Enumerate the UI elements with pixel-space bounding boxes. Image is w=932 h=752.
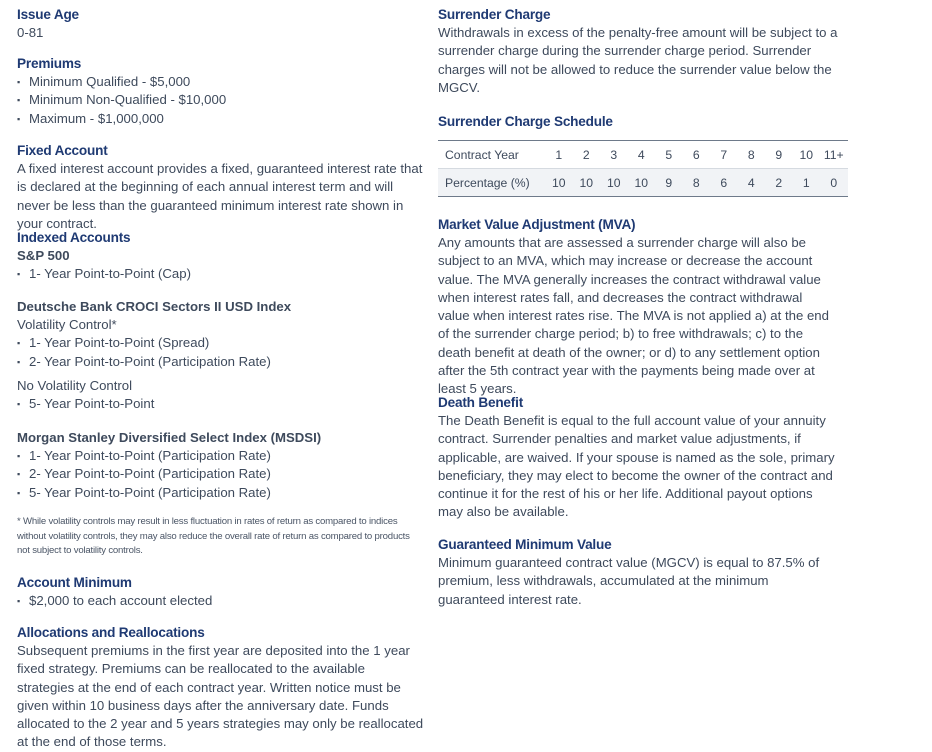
percentage-label: Percentage (%) (438, 169, 545, 197)
table-cell: 10 (628, 169, 656, 197)
death-benefit-section (438, 394, 838, 522)
no-vol-control-label: No Volatility Control (17, 377, 133, 393)
list-item: ▪ $2,000 to each account elected (17, 592, 425, 610)
premiums-heading: Premiums (17, 56, 82, 71)
surrender-schedule-table (438, 140, 848, 197)
schedule-heading: Surrender Charge Schedule (438, 114, 613, 129)
fixed-account-section (17, 142, 425, 233)
gmv-heading: Guaranteed Minimum Value (438, 537, 612, 552)
list-item: ▪ 1- Year Point-to-Point (Participation Rate) (17, 447, 425, 465)
account-minimum-list (17, 592, 425, 610)
list-item: ▪ 1- Year Point-to-Point (Spread) (17, 334, 425, 352)
vol-control-label: Volatility Control* (17, 317, 117, 332)
mva-text: Any amounts that are assessed a surrender charge will also be subject to an MVA, which may increase or decrease the account value. The MVA generally increases the contract withdrawal value when interest rates fall, and decreases the contract withdrawal value when interest rates rise. The MVA is not applied a) at the end of the surrender charge period; b) to free withdrawals; c) to the death benefit at death of the owner; or d) to any settlement option after the 5th contract year with the payments being made over at least 5 years. (438, 235, 829, 397)
schedule-section (438, 113, 848, 197)
contract-year-label: Contract Year (438, 141, 545, 169)
list-item: ▪ 1- Year Point-to-Point (Cap) (17, 265, 425, 283)
sp500-heading: S&P 500 (17, 248, 70, 263)
list-item: ▪ Minimum Qualified - $5,000 (17, 73, 425, 91)
table-cell: 9 (765, 141, 793, 169)
table-cell: 2 (573, 141, 601, 169)
list-item: ▪ Minimum Non-Qualified - $10,000 (17, 91, 425, 109)
death-benefit-text: The Death Benefit is equal to the full account value of your annuity contract. Surrender penalties and market value adjustments, if applicable, are waived. If your spouse is named as the sole, primary beneficiary, they may elect to become the owner of the contract and continue it for the rest of his or her life. Additional payout options may also be available. (438, 413, 835, 520)
issue-age-value: 0-81 (17, 25, 44, 40)
table-cell: 9 (655, 169, 683, 197)
allocations-section (17, 624, 425, 752)
msdsi-section (17, 429, 425, 502)
mva-section (438, 216, 833, 399)
indexed-accounts-heading: Indexed Accounts (17, 230, 131, 245)
premiums-section (17, 55, 425, 128)
list-item: ▪ 5- Year Point-to-Point (Participation Rate) (17, 484, 425, 502)
premiums-list (17, 73, 425, 128)
surrender-charge-heading: Surrender Charge (438, 7, 551, 22)
footnote-text: * While volatility controls may result in less fluctuation in rates of return as compared to indices without volatility controls, they may also reduce the overall rate of return as compared to products not subject to volatility controls. (17, 516, 410, 556)
table-cell: 6 (710, 169, 738, 197)
table-cell: 7 (710, 141, 738, 169)
table-cell: 0 (820, 169, 848, 197)
allocations-text: Subsequent premiums in the first year are deposited into the 1 year fixed strategy. Premiums can be reallocated to the available strategies at the end of each contract year. Written notice must be given within 10 business days after the anniversary date. Funds allocated to the 2 year and 5 years strategies may only be reallocated at the end of those terms. (17, 643, 424, 750)
table-cell: 8 (683, 169, 711, 197)
msdsi-list (17, 447, 425, 502)
croci-vol-list (17, 334, 425, 371)
account-minimum-heading: Account Minimum (17, 575, 132, 590)
fixed-account-text: A fixed interest account provides a fixed, guaranteed interest rate that is declared at the beginning of each annual interest term and will never be less than the guaranteed minimum interest rate shown in your contract. (17, 161, 423, 231)
table-cell: 10 (545, 169, 573, 197)
table-cell: 2 (765, 169, 793, 197)
indexed-accounts-section (17, 229, 425, 283)
table-cell: 3 (600, 141, 628, 169)
croci-no-vol-list (17, 395, 425, 413)
table-cell: 1 (793, 169, 821, 197)
death-benefit-heading: Death Benefit (438, 395, 524, 410)
msdsi-heading: Morgan Stanley Diversified Select Index (MSDSI) (17, 430, 322, 445)
gmv-section (438, 536, 838, 609)
footnote (17, 515, 422, 559)
list-item: ▪ Maximum - $1,000,000 (17, 110, 425, 128)
list-item: ▪ 2- Year Point-to-Point (Participation Rate) (17, 465, 425, 483)
table-cell: 1 (545, 141, 573, 169)
fixed-account-heading: Fixed Account (17, 143, 108, 158)
allocations-heading: Allocations and Reallocations (17, 625, 205, 640)
surrender-charge-text: Withdrawals in excess of the penalty-free amount will be subject to a surrender charge during the surrender charge period. Surrender charges will not be allowed to reduce the surrender value below the MGCV. (438, 25, 838, 95)
table-cell: 10 (793, 141, 821, 169)
table-cell: 4 (628, 141, 656, 169)
table-cell: 11+ (820, 141, 848, 169)
sp500-list (17, 265, 425, 283)
gmv-text: Minimum guaranteed contract value (MGCV) is equal to 87.5% of premium, less withdrawals, accumulated at the minimum guaranteed interest rate. (438, 555, 820, 607)
issue-age-section (17, 6, 425, 42)
list-item: ▪ 2- Year Point-to-Point (Participation Rate) (17, 353, 425, 371)
table-cell: 10 (573, 169, 601, 197)
table-cell: 10 (600, 169, 628, 197)
table-cell: 8 (738, 141, 766, 169)
table-cell: 4 (738, 169, 766, 197)
croci-heading: Deutsche Bank CROCI Sectors II USD Index (17, 299, 292, 314)
issue-age-heading: Issue Age (17, 7, 79, 22)
account-minimum-section (17, 574, 425, 610)
list-item: ▪ 5- Year Point-to-Point (17, 395, 425, 413)
table-row (438, 141, 848, 169)
table-cell: 5 (655, 141, 683, 169)
surrender-charge-section (438, 6, 838, 97)
croci-section (17, 298, 425, 413)
table-row (438, 169, 848, 197)
mva-heading: Market Value Adjustment (MVA) (438, 217, 636, 232)
table-cell: 6 (683, 141, 711, 169)
